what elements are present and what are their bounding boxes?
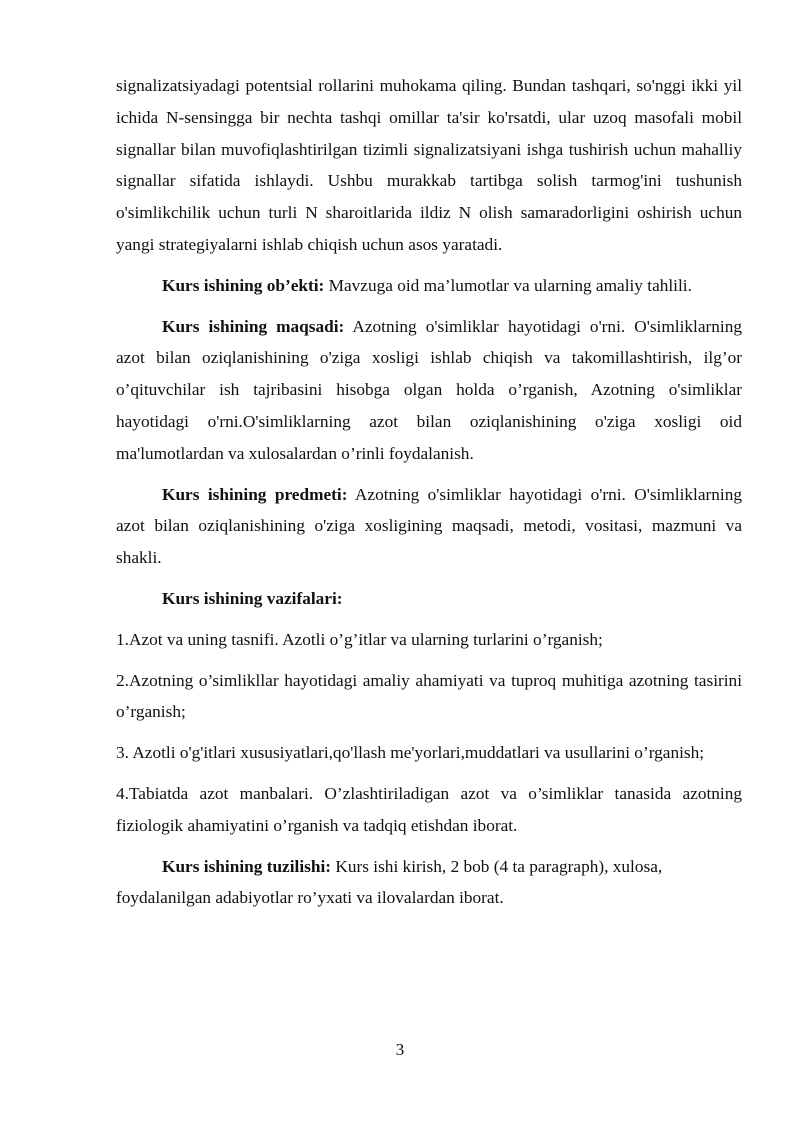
object-text: Mavzuga oid ma’lumotlar va ularning amaliy tahlili.	[324, 275, 692, 295]
intro-paragraph: signalizatsiyadagi potentsial rollarini muhokama qiling. Bundan tashqari, so'nggi ikki yil ichida N-sensingga bir nechta tashqi omillar ta'sir ko'rsatdi, ular uzoq masofali mobil signallar bilan muvofiqlashtirilgan tizimli signalizatsiyani ishga tushirish uchun mahalliy signallar sifatida ishlaydi. Ushbu murakkab tartibga solish tarmog'ini tushunish o'simlikchilik uchun turli N sharoitlarida ildiz N olish samaradorligini oshirish uchun yangi strategiyalarni ishlab chiqish uchun asos yaratadi.	[116, 76, 742, 254]
task-item-1: 1.Azot va uning tasnifi. Azotli o’g’itlar va ularning turlarini o’rganish;	[116, 629, 603, 649]
object-paragraph	[116, 270, 742, 302]
document-page	[116, 70, 742, 914]
object-label: Kurs ishining ob’ekti:	[162, 275, 325, 295]
structure-text: Kurs ishi kirish, 2 bob (4 ta paragraph), xulosa, foydalanilgan adabiyotlar ro’yxati va ilovalardan iborat.	[116, 856, 663, 908]
subject-text: Azotning o'simliklar hayotidagi o'rni. O'simliklarning azot bilan oziqlanishining o'ziga xosligining maqsadi, metodi, vositasi, mazmuni va shakli.	[116, 484, 742, 568]
task-item-4: 4.Tabiatda azot manbalari. O’zlashtiriladigan azot va o’simliklar tanasida azotning fiziologik ahamiyatini o’rganish va tadqiq etishdan iborat.	[116, 783, 742, 835]
subject-label: Kurs ishining predmeti:	[162, 484, 348, 504]
tasks-heading	[116, 583, 742, 615]
subject-paragraph	[116, 479, 742, 574]
structure-label: Kurs ishining tuzilishi:	[162, 856, 332, 876]
tasks-label: Kurs ishining vazifalari:	[162, 588, 343, 608]
goal-paragraph	[116, 311, 742, 470]
structure-paragraph	[116, 851, 742, 915]
task-item-3: 3. Azotli o'g'itlari xususiyatlari,qo'llash me'yorlari,muddatlari va usullarini o’rganish;	[116, 743, 705, 763]
goal-label: Kurs ishining maqsadi:	[162, 316, 345, 336]
goal-text: Azotning o'simliklar hayotidagi o'rni. O'simliklarning azot bilan oziqlanishining o'ziga xosligi ishlab chiqish va takomillashtirish, ilg’or o’qituvchilar ish tajribasini hisobga olgan holda o’rganish, Azotning o'simliklar hayotidagi o'rni.O'simliklarning azot bilan oziqlanishining o'ziga xosligi oid ma'lumotlardan va xulosalardan o’rinli foydalanish.	[116, 316, 742, 463]
task-item-2: 2.Azotning o’simlikllar hayotidagi amaliy ahamiyati va tuproq muhitiga azotning tasirini o’rganish;	[116, 670, 742, 722]
page-number: 3	[395, 1040, 405, 1059]
